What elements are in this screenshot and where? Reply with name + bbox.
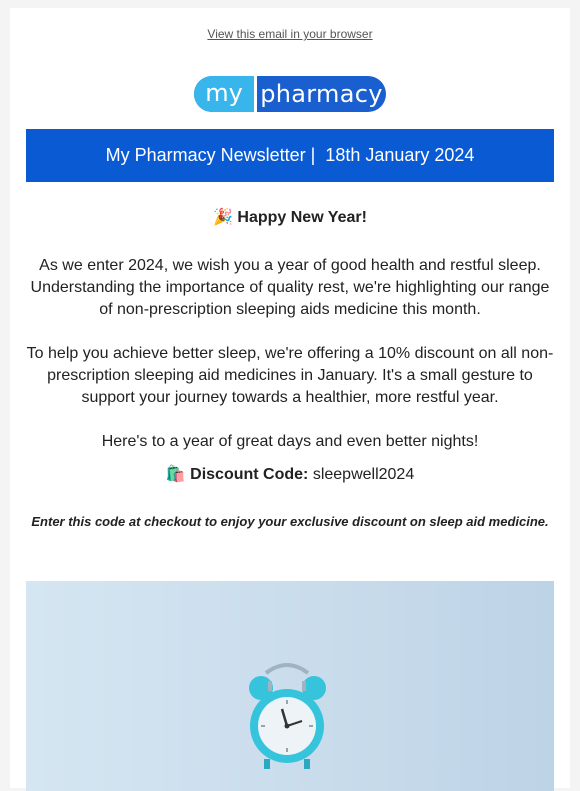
checkout-note: Enter this code at checkout to enjoy your exclusive discount on sleep aid medicine.: [31, 514, 549, 529]
discount-code-value: sleepwell2024: [312, 466, 415, 483]
alarm-clock-icon: [26, 581, 554, 791]
view-in-browser-link[interactable]: View this email in your browser: [207, 27, 373, 41]
intro-paragraph: As we enter 2024, we wish you a year of good health and restful sleep. Understanding the importance of quality rest, we're highlighting our range of non-prescription sleeping aids medicine this month.: [30, 257, 550, 318]
hero-image: [26, 581, 554, 791]
shopping-bags-icon: 🛍️: [165, 466, 186, 483]
logo-pharmacy-text: pharmacy: [260, 80, 383, 108]
greeting-heading: [26, 207, 554, 229]
party-popper-icon: 🎉: [213, 209, 233, 226]
greeting-text: Happy New Year!: [237, 209, 367, 226]
pharmacy-logo[interactable]: [194, 76, 386, 112]
closing-paragraph: Here's to a year of great days and even better nights!: [101, 433, 479, 450]
email-card: [10, 8, 570, 788]
discount-paragraph: To help you achieve better sleep, we're offering a 10% discount on all non-prescription sleeping aid medicines in January. It's a small gesture to support your journey towards a healthier, more restful year.: [26, 345, 554, 406]
discount-code-line: [26, 464, 554, 486]
logo-my-text: my: [194, 76, 254, 112]
discount-code-label: Discount Code:: [190, 466, 309, 483]
newsletter-banner: My Pharmacy Newsletter | 18th January 2024: [26, 129, 554, 182]
